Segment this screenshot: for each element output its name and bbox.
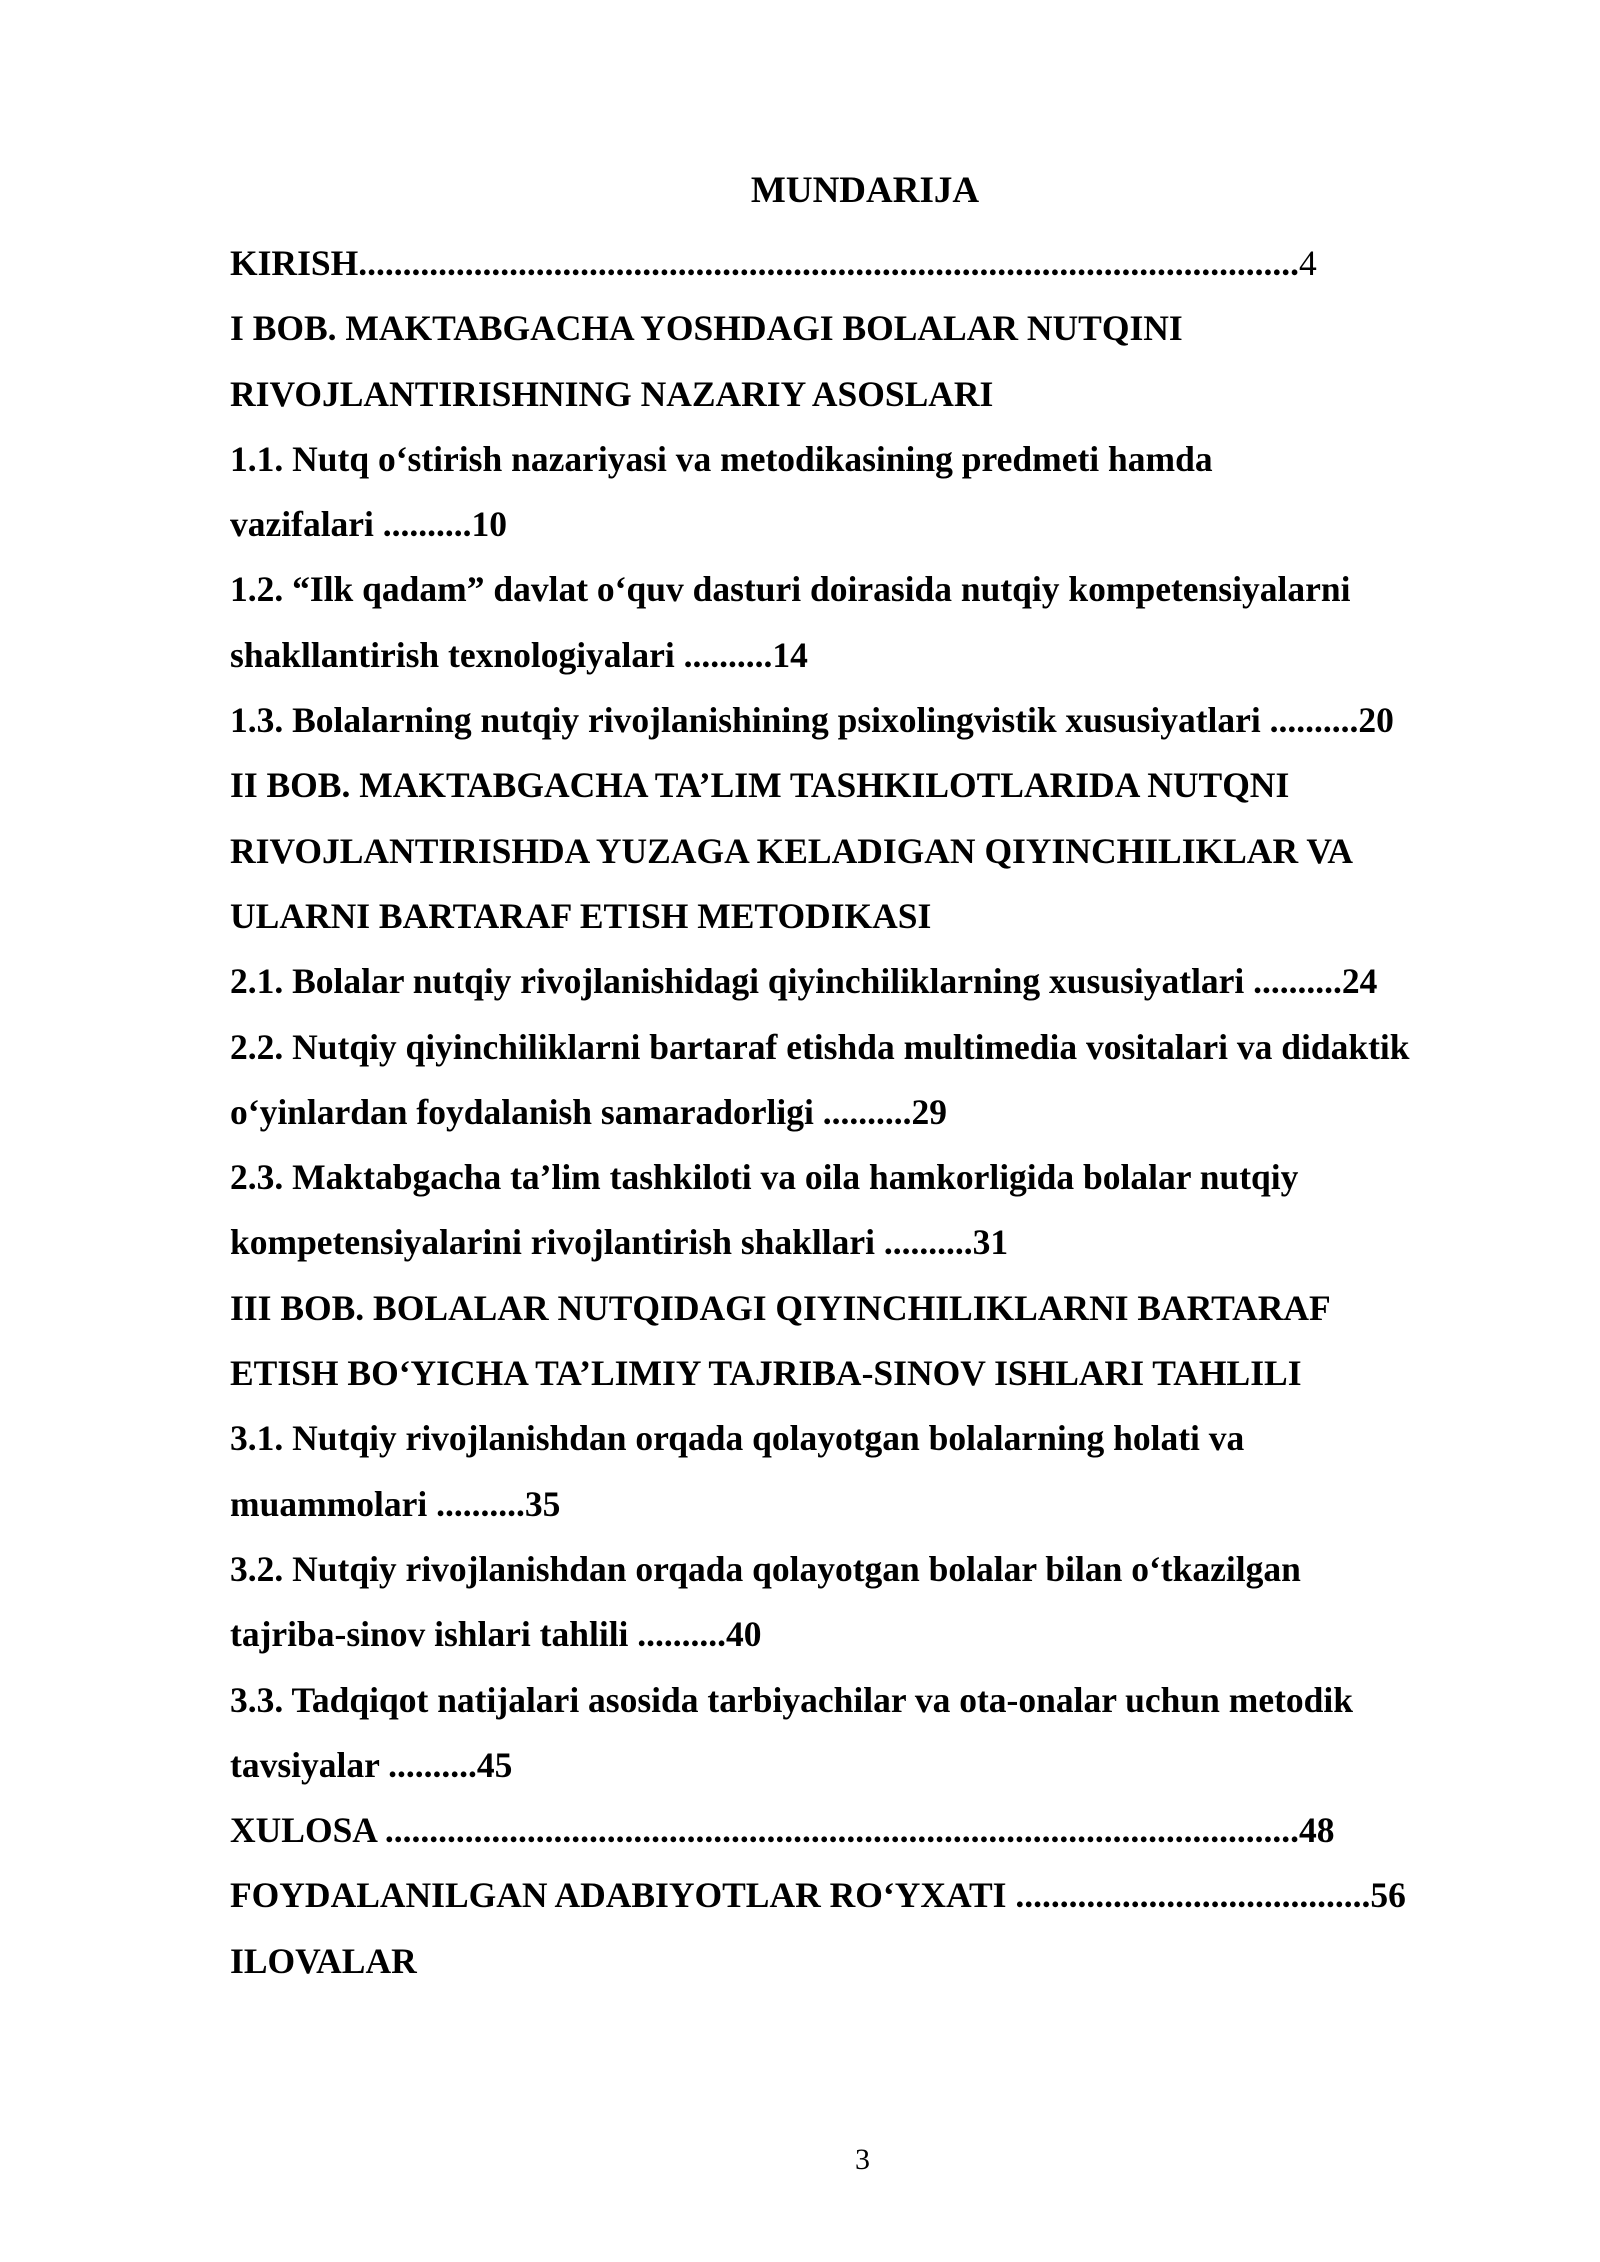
toc-line: 1.3. Bolalarning nutqiy rivojlanishining psixolingvistik xususiyatlari ..........20 (230, 700, 1394, 741)
toc-line: shakllantirish texnologiyalari ..........14 (230, 634, 808, 675)
toc-page-number: 4 (1299, 243, 1317, 283)
toc-line: FOYDALANILGAN ADABIYOTLAR RO‘YXATI ........................................56 (230, 1875, 1406, 1916)
toc-line: 3.1. Nutqiy rivojlanishdan orqada qolayotgan bolalarning holati va (230, 1418, 1245, 1459)
toc-line: tajriba-sinov ishlari tahlili ..........40 (230, 1614, 762, 1655)
toc-line: 3.2. Nutqiy rivojlanishdan orqada qolayotgan bolalar bilan o‘tkazilgan (230, 1548, 1301, 1589)
toc-line: o‘yinlardan foydalanish samaradorligi ..........29 (230, 1091, 947, 1132)
toc-line: vazifalari ..........10 (230, 504, 508, 545)
toc-line: KIRISH..........................................................................................................4 (230, 243, 1317, 283)
toc-line: tavsiyalar ..........45 (230, 1744, 513, 1785)
toc-line: 3.3. Tadqiqot natijalari asosida tarbiyachilar va ota-onalar uchun metodik (230, 1679, 1354, 1720)
toc-line: III BOB. BOLALAR NUTQIDAGI QIYINCHILIKLARNI BARTARAF (230, 1287, 1331, 1328)
toc-line: ULARNI BARTARAF ETISH METODIKASI (230, 895, 932, 936)
toc-line: ILOVALAR (230, 1940, 417, 1981)
page-number: 3 (855, 2143, 870, 2176)
toc-line: I BOB. MAKTABGACHA YOSHDAGI BOLALAR NUTQINI (230, 308, 1183, 349)
page-title: MUNDARIJA (750, 170, 980, 211)
toc-line: 2.3. Maktabgacha ta’lim tashkiloti va oila hamkorligida bolalar nutqiy (230, 1157, 1299, 1198)
toc-line: XULOSA .......................................................................................................48 (230, 1810, 1335, 1851)
toc-line: RIVOJLANTIRISHDA YUZAGA KELADIGAN QIYINCHILIKLAR VA (230, 830, 1354, 871)
toc-line: 2.1. Bolalar nutqiy rivojlanishidagi qiyinchiliklarning xususiyatlari ..........24 (230, 961, 1378, 1002)
toc-line: muammolari ..........35 (230, 1483, 561, 1524)
table-of-contents (230, 231, 1490, 1994)
toc-line: ETISH BO‘YICHA TA’LIMIY TAJRIBA-SINOV ISHLARI TAHLILI (230, 1353, 1302, 1394)
toc-line: kompetensiyalarini rivojlantirish shakllari ..........31 (230, 1222, 1009, 1263)
toc-line: 1.1. Nutq o‘stirish nazariyasi va metodikasining predmeti hamda (230, 438, 1213, 479)
toc-line: 2.2. Nutqiy qiyinchiliklarni bartaraf etishda multimedia vositalari va didaktik (230, 1026, 1410, 1067)
toc-line: 1.2. “Ilk qadam” davlat o‘quv dasturi doirasida nutqiy kompetensiyalarni (230, 569, 1351, 610)
toc-line: II BOB. MAKTABGACHA TA’LIM TASHKILOTLARIDA NUTQNI (230, 765, 1290, 806)
toc-line: RIVOJLANTIRISHNING NAZARIY ASOSLARI (230, 373, 994, 414)
